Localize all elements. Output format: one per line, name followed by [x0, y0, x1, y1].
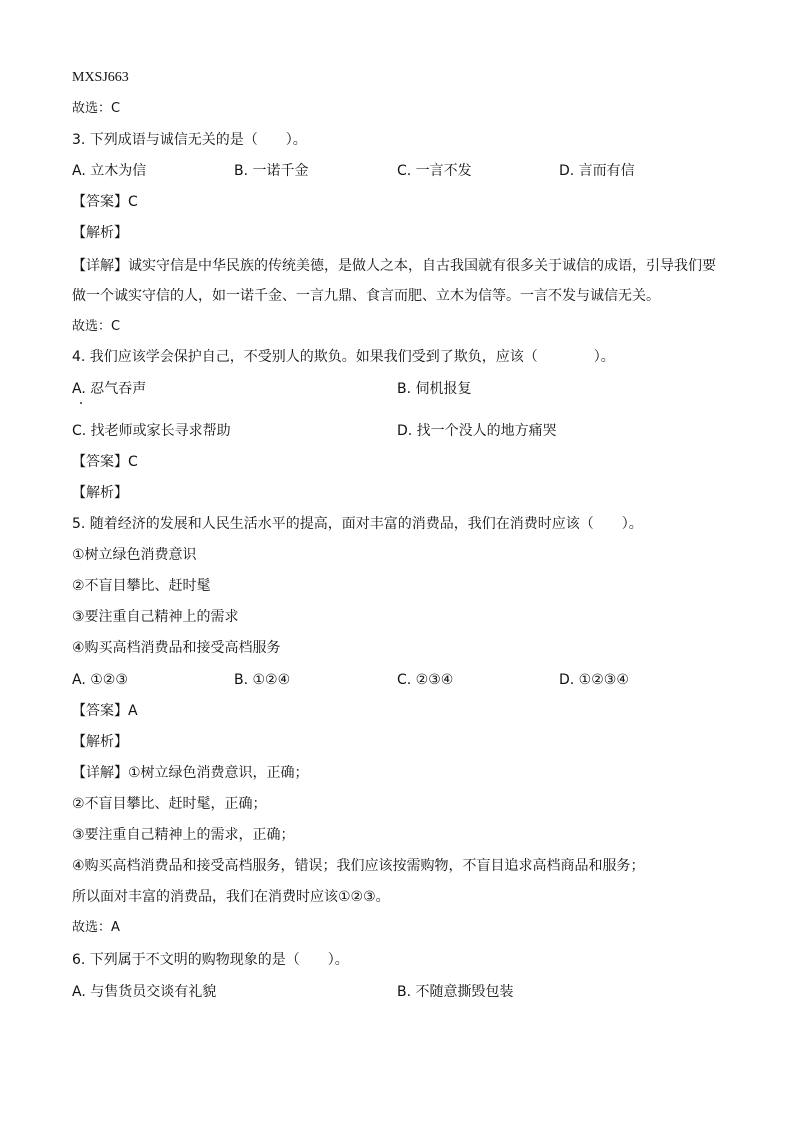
q3-option-b: B. 一诺千金: [234, 163, 309, 179]
q6-option-b: B. 不随意撕毁包装: [397, 984, 514, 1000]
q3-answer: 【答案】C: [72, 194, 138, 210]
q5-item-4: ④购买高档消费品和接受高档服务: [72, 640, 281, 656]
q5-item-3: ③要注重自己精神上的需求: [72, 609, 239, 625]
q3-option-a: A. 立木为信: [72, 163, 147, 179]
q5-option-b: B. ①②④: [234, 672, 291, 688]
q5-detail-line-4: ④购买高档消费品和接受高档服务，错误；我们应该按需购物，不盲目追求高档商品和服务；: [72, 858, 645, 874]
q6-stem: 6. 下列属于不文明的购物现象的是（ ）。: [72, 952, 349, 968]
q3-detail-line-1: 【详解】诚实守信是中华民族的传统美德，是做人之本，自古我国就有很多关于诚信的成语，引导我们要: [72, 258, 716, 274]
q5-option-a: A. ①②③: [72, 672, 128, 688]
q5-detail-line-1: 【详解】①树立绿色消费意识，正确；: [72, 765, 309, 781]
q5-option-c: C. ②③④: [397, 672, 454, 688]
q5-item-2: ②不盲目攀比、赶时髦: [72, 578, 211, 594]
q5-detail-line-2: ②不盲目攀比、赶时髦，正确；: [72, 796, 267, 812]
q5-choice: 故选：A: [72, 920, 120, 935]
q3-detail-line-2: 做一个诚实守信的人，如一诺千金、一言九鼎、食言而肥、立木为信等。一言不发与诚信无关。: [72, 288, 660, 304]
q5-detail-line-3: ③要注重自己精神上的需求，正确；: [72, 827, 295, 843]
q5-detail-line-5: 所以面对丰富的消费品，我们在消费时应该①②③。: [72, 889, 390, 905]
stray-dot: [80, 402, 82, 404]
q3-stem: 3. 下列成语与诚信无关的是（ ）。: [72, 132, 307, 148]
q4-analysis: 【解析】: [72, 485, 128, 501]
q3-analysis: 【解析】: [72, 225, 128, 241]
q6-option-a: A. 与售货员交谈有礼貌: [72, 984, 217, 1000]
q4-stem: 4. 我们应该学会保护自己，不受别人的欺负。如果我们受到了欺负，应该（ ）。: [72, 349, 615, 365]
q3-option-d: D. 言而有信: [559, 163, 635, 179]
q4-answer: 【答案】C: [72, 454, 138, 470]
header-code: MXSJ663: [72, 70, 129, 85]
q2-choice: 故选：C: [72, 101, 121, 116]
q4-option-c: C. 找老师或家长寻求帮助: [72, 423, 231, 439]
q5-item-1: ①树立绿色消费意识: [72, 547, 197, 563]
q5-answer: 【答案】A: [72, 703, 138, 719]
q4-option-a: A. 忍气吞声: [72, 381, 147, 397]
q4-option-d: D. 找一个没人的地方痛哭: [397, 423, 557, 439]
q3-choice: 故选：C: [72, 319, 121, 334]
q5-analysis: 【解析】: [72, 734, 128, 750]
q3-option-c: C. 一言不发: [397, 163, 472, 179]
q4-option-b: B. 伺机报复: [397, 381, 472, 397]
q5-option-d: D. ①②③④: [559, 672, 629, 688]
q5-stem: 5. 随着经济的发展和人民生活水平的提高，面对丰富的消费品，我们在消费时应该（ ）。: [72, 516, 643, 532]
